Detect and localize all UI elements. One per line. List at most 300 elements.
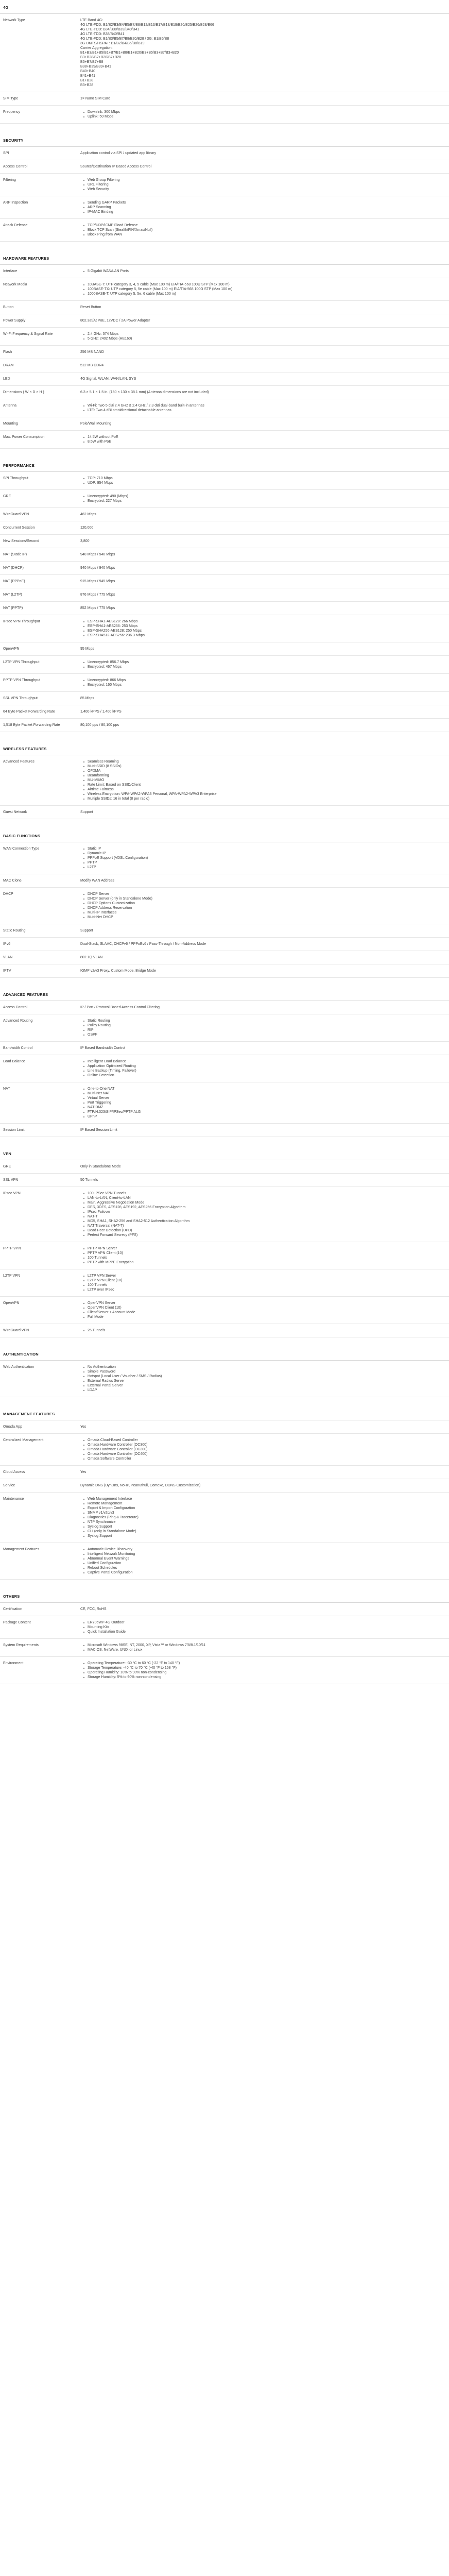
spec-value-line: 256 MB NAND xyxy=(80,350,104,354)
spec-row xyxy=(0,1242,449,1269)
spec-value xyxy=(80,955,449,960)
spec-bullet-list xyxy=(80,1087,439,1119)
spec-bullet-list xyxy=(80,1661,439,1680)
spec-bullet-list xyxy=(80,282,439,296)
section-gap xyxy=(0,1137,449,1146)
spec-value xyxy=(80,1246,449,1265)
spec-row xyxy=(0,1297,449,1324)
spec-value xyxy=(80,1087,449,1119)
spec-value xyxy=(80,1301,449,1319)
spec-row xyxy=(0,548,449,562)
spec-bullet-item: Full Mode xyxy=(85,1315,439,1319)
spec-row xyxy=(0,692,449,705)
spec-value-line: 4G LTE-FDD: B1/B3/B5/B7/B8/B20/B28 / 3G: B1/B5/B8 xyxy=(80,37,169,41)
spec-row xyxy=(0,1160,449,1174)
spec-bullet-list xyxy=(80,1246,439,1265)
spec-bullet-list xyxy=(80,892,439,920)
spec-bullet-item: Omada Hardware Controller (OC400) xyxy=(85,1452,439,1456)
spec-value xyxy=(80,1483,449,1488)
spec-bullet-item: Static IP xyxy=(85,846,439,851)
spec-bullet-item: Captive Portal Configuration xyxy=(85,1570,439,1575)
spec-value xyxy=(80,810,449,815)
spec-section xyxy=(0,0,449,124)
spec-bullet-item: 8.5W with PoE xyxy=(85,439,439,444)
spec-row xyxy=(0,472,449,490)
spec-value-line: LTE Band 4G: xyxy=(80,19,103,22)
spec-bullet-item: MD5, SHA1, SHA2-256 and SHA2-512 Authentication Algorithm xyxy=(85,1219,439,1224)
spec-label: NAT (PPPoE) xyxy=(3,580,25,583)
section-title: VPN xyxy=(0,1146,449,1160)
spec-bullet-item: IP-MAC Binding xyxy=(85,210,439,214)
spec-section xyxy=(0,1146,449,1337)
spec-bullet-item: 10BASE-T: UTP category 3, 4, 5 cable (Max 100 m) EIA/TIA-568 100Ω STP (Max 100 m) xyxy=(85,282,439,287)
section-title: 4G xyxy=(0,0,449,14)
spec-bullet-item: SNMP v1/v2c/v3 xyxy=(85,1511,439,1515)
spec-bullet-item: 100 Tunnels xyxy=(85,1256,439,1260)
spec-bullet-item: Wireless Encryption: WPA-WPA2-WPA3 Personal, WPA-WPA2-WPA3 Enterprise xyxy=(85,792,439,796)
section-title: HARDWARE FEATURES xyxy=(0,251,449,265)
spec-bullet-list xyxy=(80,435,439,444)
spec-value-line: Source/Destination IP Based Access Control xyxy=(80,165,152,168)
spec-row xyxy=(0,1493,449,1543)
spec-label: System Requirements xyxy=(3,1643,39,1647)
spec-bullet-item: Multiple SSIDs: 16 in total (8 per radio) xyxy=(85,796,439,801)
spec-bullet-item: LDAP xyxy=(85,1388,439,1393)
spec-bullet-item: Quick Installation Guide xyxy=(85,1630,439,1634)
spec-row xyxy=(0,938,449,951)
section-rows xyxy=(0,147,449,242)
spec-label: SPI Throughput xyxy=(3,477,28,480)
spec-value xyxy=(80,606,449,611)
spec-row xyxy=(0,1543,449,1580)
spec-value xyxy=(80,566,449,570)
spec-row xyxy=(0,92,449,106)
spec-value-line: 4G LTE-FDD: B1/B2/B3/B4/B5/B7/B8/B12/B13/B17/B18/B19/B20/B25/B26/B28/B66 xyxy=(80,23,214,27)
section-rows xyxy=(0,842,449,978)
spec-value xyxy=(80,282,449,296)
spec-bullet-item: Encrypted: 160 Mbps xyxy=(85,683,439,687)
spec-bullet-list xyxy=(80,1620,439,1634)
spec-value xyxy=(80,390,449,395)
spec-bullet-list xyxy=(80,1497,439,1538)
spec-label: Certification xyxy=(3,1607,22,1611)
spec-bullet-item: 100BASE-TX: UTP category 5, 5e cable (Max 100 m) EIA/TIA-568 100Ω STP (Max 100 m) xyxy=(85,287,439,292)
spec-bullet-item: Abnormal Event Warnings xyxy=(85,1556,439,1561)
spec-row xyxy=(0,1269,449,1297)
spec-value xyxy=(80,96,449,101)
spec-value-line: B5+B7/B7+B8 xyxy=(80,60,103,64)
section-rows xyxy=(0,1001,449,1137)
spec-value xyxy=(80,1059,449,1078)
spec-bullet-list xyxy=(80,1059,439,1078)
spec-value xyxy=(80,647,449,651)
spec-row xyxy=(0,615,449,642)
spec-value-line: 915 Mbps / 945 Mbps xyxy=(80,580,115,583)
spec-bullet-item: Multi-Net DHCP xyxy=(85,915,439,920)
spec-bullet-list xyxy=(80,1547,439,1575)
spec-label: Management Features xyxy=(3,1548,40,1551)
spec-bullet-item: MAC OS, NetWare, UNIX or Linux xyxy=(85,1648,439,1652)
spec-label: NAT (Static IP) xyxy=(3,553,27,556)
spec-value-line: 940 Mbps / 940 Mbps xyxy=(80,553,115,556)
spec-bullet-item: DES, 3DES, AES128, AES192, AES256 Encryption Algorithm xyxy=(85,1205,439,1210)
section-title: AUTHENTICATION xyxy=(0,1347,449,1361)
spec-section xyxy=(0,458,449,732)
spec-row xyxy=(0,719,449,732)
section-gap xyxy=(0,1337,449,1347)
spec-bullet-item: Web Security xyxy=(85,187,439,192)
spec-bullet-item: Omada Software Controller xyxy=(85,1456,439,1461)
spec-label: New Sessions/Second xyxy=(3,539,40,543)
spec-value-line: Reset Button xyxy=(80,306,101,309)
spec-bullet-item: Hotspot (Local User / Voucher / SMS / Radius) xyxy=(85,1374,439,1379)
spec-bullet-item: Omada Hardware Controller (OC200) xyxy=(85,1447,439,1452)
section-title: PERFORMANCE xyxy=(0,458,449,472)
spec-label: Maintenance xyxy=(3,1497,24,1501)
spec-bullet-item: PPPoE Support (VDSL Configuration) xyxy=(85,856,439,860)
spec-row xyxy=(0,521,449,535)
spec-value xyxy=(80,846,449,870)
spec-value-line: Support xyxy=(80,929,93,933)
spec-value xyxy=(80,1438,449,1461)
spec-label: Cloud Access xyxy=(3,1470,25,1474)
spec-row xyxy=(0,705,449,719)
spec-value-line: Modify WAN Address xyxy=(80,879,114,883)
spec-value xyxy=(80,579,449,584)
spec-value-line: 80,100 pps / 80,100 pps xyxy=(80,723,119,727)
spec-row xyxy=(0,417,449,431)
spec-bullet-list xyxy=(80,269,439,274)
spec-value-line: 95 Mbps xyxy=(80,647,94,651)
spec-label: Concurrent Session xyxy=(3,526,35,530)
spec-bullet-list xyxy=(80,178,439,192)
spec-bullet-item: Policy Routing xyxy=(85,1023,439,1028)
spec-value xyxy=(80,494,449,503)
spec-value xyxy=(80,1274,449,1292)
spec-value xyxy=(80,969,449,973)
spec-value-line: 876 Mbps / 775 Mbps xyxy=(80,593,115,597)
spec-value xyxy=(80,678,449,687)
spec-label: PPTP VPN xyxy=(3,1247,21,1250)
spec-row xyxy=(0,1187,449,1242)
spec-value xyxy=(80,377,449,381)
section-gap xyxy=(0,978,449,987)
spec-label: SIM Type xyxy=(3,97,19,100)
spec-label: Flash xyxy=(3,350,12,354)
section-gap xyxy=(0,1580,449,1589)
section-rows xyxy=(0,265,449,449)
spec-bullet-item: Operating Temperature: -30 °C to 60 °C (-22 °F to 140 °F) xyxy=(85,1661,439,1666)
spec-value-line: 85 Mbps xyxy=(80,697,94,700)
spec-bullet-item: Storage Temperature: -40 °C to 70 °C (-40 °F to 158 °F) xyxy=(85,1666,439,1670)
spec-label: ARP Inspection xyxy=(3,201,28,205)
spec-label: MAC Clone xyxy=(3,879,22,883)
spec-bullet-item: Operating Humidity: 10% to 90% non-condensing xyxy=(85,1670,439,1675)
spec-bullet-list xyxy=(80,1365,439,1393)
spec-value-line: B41+B41 xyxy=(80,74,95,78)
spec-row xyxy=(0,602,449,615)
spec-value xyxy=(80,1497,449,1538)
spec-row xyxy=(0,1434,449,1466)
spec-value xyxy=(80,363,449,368)
spec-bullet-item: UPnP xyxy=(85,1114,439,1119)
spec-value-line: Only in Standalone Mode xyxy=(80,1165,121,1168)
spec-bullet-item: LAN-to-LAN, Client-to-LAN xyxy=(85,1196,439,1200)
spec-row xyxy=(0,1479,449,1493)
spec-row xyxy=(0,642,449,656)
spec-bullet-list xyxy=(80,403,439,413)
spec-bullet-item: Unified Configuration xyxy=(85,1561,439,1566)
spec-label: DHCP xyxy=(3,892,13,896)
spec-bullet-item: External Portal Server xyxy=(85,1383,439,1388)
spec-label: Web Authentication xyxy=(3,1365,34,1369)
spec-label: Omada App xyxy=(3,1425,22,1429)
spec-bullet-item: 14.5W without PoE xyxy=(85,435,439,439)
spec-label: Network Type xyxy=(3,19,25,22)
spec-value-line: 852 Mbps / 775 Mbps xyxy=(80,606,115,610)
spec-bullet-item: Mounting Kits xyxy=(85,1625,439,1630)
spec-bullet-item: Main, Aggressive Negotiation Mode xyxy=(85,1200,439,1205)
spec-row xyxy=(0,174,449,196)
spec-row xyxy=(0,1042,449,1055)
spec-label: NAT (L2TP) xyxy=(3,593,22,597)
spec-value xyxy=(80,696,449,701)
spec-value-line: 4G LTE-TDD: B34/B38/B39/B40/B41 xyxy=(80,28,140,31)
spec-value xyxy=(80,476,449,485)
spec-value xyxy=(80,1643,449,1652)
spec-row xyxy=(0,1324,449,1337)
spec-row xyxy=(0,508,449,521)
spec-row xyxy=(0,359,449,372)
section-gap xyxy=(0,242,449,251)
spec-bullet-list xyxy=(80,1191,439,1238)
spec-bullet-list xyxy=(80,619,439,638)
spec-value-line: B3+B28 xyxy=(80,83,94,87)
spec-bullet-item: 100 IPSec VPN Tunnels xyxy=(85,1191,439,1196)
spec-bullet-item: DHCP Server xyxy=(85,892,439,896)
spec-bullet-item: Static Routing xyxy=(85,1019,439,1023)
spec-section xyxy=(0,251,449,449)
spec-row xyxy=(0,14,449,92)
spec-row xyxy=(0,301,449,314)
spec-bullet-list xyxy=(80,332,439,341)
spec-bullet-item: OFDMA xyxy=(85,769,439,773)
spec-value-line: 120,000 xyxy=(80,526,94,530)
section-title: SECURITY xyxy=(0,133,449,147)
section-rows xyxy=(0,1160,449,1337)
spec-bullet-item: Online Detection xyxy=(85,1073,439,1078)
section-gap xyxy=(0,732,449,741)
spec-value xyxy=(80,110,449,119)
spec-value xyxy=(80,1019,449,1037)
spec-value-line: 512 MB DDR4 xyxy=(80,364,104,367)
spec-value xyxy=(80,1164,449,1169)
spec-value-line: Support xyxy=(80,810,93,814)
spec-row xyxy=(0,328,449,346)
spec-label: 1,518 Byte Packet Forwarding Rate xyxy=(3,723,60,727)
spec-label: Dimensions ( W × D × H ) xyxy=(3,391,44,394)
spec-bullet-item: UDP: 954 Mbps xyxy=(85,481,439,485)
spec-bullet-item: ESP-SHA256-AES128: 250 Mbps xyxy=(85,629,439,633)
spec-label: Environment xyxy=(3,1662,24,1665)
spec-label: Advanced Features xyxy=(3,760,34,764)
spec-bullet-list xyxy=(80,1643,439,1652)
spec-row xyxy=(0,1055,449,1082)
spec-bullet-item: 5 Gigabit WAN/LAN Ports xyxy=(85,269,439,274)
spec-bullet-item: Multi-IP Interfaces xyxy=(85,910,439,915)
spec-row xyxy=(0,1124,449,1137)
spec-bullet-item: Port Triggering xyxy=(85,1100,439,1105)
spec-value xyxy=(80,178,449,192)
spec-bullet-item: NAT-DMZ xyxy=(85,1105,439,1110)
spec-label: IPTV xyxy=(3,969,11,973)
spec-bullet-item: Storage Humidity: 5% to 90% non-condensing xyxy=(85,1675,439,1680)
spec-bullet-item: Seamless Roaming xyxy=(85,759,439,764)
spec-value xyxy=(80,1128,449,1132)
spec-row xyxy=(0,346,449,359)
spec-bullet-item: DHCP Server (only in Standalone Mode) xyxy=(85,896,439,901)
spec-bullet-item: Perfect Forward Secrecy (PFS) xyxy=(85,1233,439,1238)
spec-bullet-item: Dead Peer Detection (DPD) xyxy=(85,1228,439,1233)
spec-value xyxy=(80,1547,449,1575)
spec-value-line: 6.3 × 5.1 × 1.5 in. (160 × 130 × 38.1 mm) (Antenna dimensions are not included) xyxy=(80,391,209,394)
spec-bullet-item: 5 GHz: 2402 Mbps (HE160) xyxy=(85,336,439,341)
spec-row xyxy=(0,924,449,938)
spec-label: Load Balance xyxy=(3,1060,25,1063)
spec-value xyxy=(80,403,449,413)
spec-bullet-list xyxy=(80,660,439,669)
spec-bullet-item: Export & Import Configuration xyxy=(85,1506,439,1511)
spec-value-line: 802.3at/At PoE, 12VDC / 2A Power Adapter xyxy=(80,319,150,323)
spec-label: WireGuard VPN xyxy=(3,1329,29,1332)
spec-value-line: Dynamic DNS (DynDns, No-IP, Peanuthull, Comexe, DDNS Customization) xyxy=(80,1484,201,1487)
spec-value xyxy=(80,526,449,530)
spec-label: Package Content xyxy=(3,1621,31,1624)
spec-label: Bandwidth Control xyxy=(3,1046,33,1050)
spec-value-line: 940 Mbps / 940 Mbps xyxy=(80,566,115,570)
spec-row xyxy=(0,1361,449,1397)
section-rows xyxy=(0,472,449,732)
spec-section xyxy=(0,133,449,242)
spec-bullet-item: PPTP VPN Server xyxy=(85,1246,439,1251)
spec-label: Access Control xyxy=(3,1006,28,1009)
spec-value-line: Application control via SPI / updated app library xyxy=(80,151,157,155)
spec-label: GRE xyxy=(3,1165,11,1168)
spec-label: WAN Connection Type xyxy=(3,847,40,851)
spec-label: Session Limit xyxy=(3,1128,25,1132)
spec-bullet-list xyxy=(80,759,439,801)
spec-value-line: IP Based Session Limit xyxy=(80,1128,117,1132)
spec-label: IPsec VPN xyxy=(3,1192,21,1195)
spec-bullet-item: Virtual Server xyxy=(85,1096,439,1100)
spec-label: Frequency xyxy=(3,110,21,114)
spec-bullet-item: Uplink: 50 Mbps xyxy=(85,114,439,119)
spec-bullet-list xyxy=(80,1301,439,1319)
spec-bullet-item: Application Optimized Routing xyxy=(85,1064,439,1069)
spec-label: Wi-Fi Frequency & Signal Rate xyxy=(3,332,53,336)
spec-row xyxy=(0,1174,449,1187)
spec-bullet-item: Syslog Support xyxy=(85,1524,439,1529)
spec-section xyxy=(0,741,449,819)
spec-bullet-item: Unencrypted: 856.7 Mbps xyxy=(85,660,439,665)
spec-bullet-item: Beamforming xyxy=(85,773,439,778)
spec-bullet-item: Omada Cloud-Based Controller xyxy=(85,1438,439,1443)
spec-row xyxy=(0,314,449,328)
spec-bullet-item: Microsoft Windows 98SE, NT, 2000, XP, Vista™ or Windows 7/8/8.1/10/11 xyxy=(85,1643,439,1648)
spec-bullet-list xyxy=(80,1328,439,1333)
spec-label: Max. Power Consumption xyxy=(3,435,45,439)
spec-bullet-item: L2TP xyxy=(85,865,439,870)
spec-value-line: B38+B39/B39+B41 xyxy=(80,65,111,69)
spec-bullet-item: Block TCP Scan (Stealth/FIN/Xmas/Null) xyxy=(85,228,439,232)
spec-value xyxy=(80,1661,449,1680)
spec-label: OpenVPN xyxy=(3,647,20,651)
spec-value-line: 50 Tunnels xyxy=(80,1178,98,1182)
spec-bullet-item: OpenVPN Server xyxy=(85,1301,439,1306)
spec-bullet-item: 100 Tunnels xyxy=(85,1283,439,1287)
spec-bullet-item: Encrypted: 467 Mbps xyxy=(85,665,439,669)
spec-bullet-item: Downlink: 300 Mbps xyxy=(85,110,439,114)
spec-bullet-item: Unencrypted: 490 (Mbps) xyxy=(85,494,439,499)
spec-bullet-item: L2TP VPN Client (10) xyxy=(85,1278,439,1283)
spec-bullet-item: Client/Server + Account Mode xyxy=(85,1310,439,1315)
spec-bullet-item: OpenVPN Client (10) xyxy=(85,1306,439,1310)
spec-value-line: Carrier Aggregation: xyxy=(80,46,113,50)
spec-value xyxy=(80,164,449,169)
spec-bullet-item: ESP-SHA1-AES128: 266 Mbps xyxy=(85,619,439,624)
spec-bullet-item: DHCP Address Reservation xyxy=(85,906,439,910)
spec-label: IPsec VPN Throughput xyxy=(3,620,40,623)
spec-bullet-list xyxy=(80,494,439,503)
spec-bullet-item: LTE: Two 4 dBi omnidirectional detachable antennas xyxy=(85,408,439,413)
spec-row xyxy=(0,951,449,964)
spec-bullet-item: Rate Limit: Based on SSID/Client xyxy=(85,783,439,787)
spec-bullet-item: IPsec Failover xyxy=(85,1210,439,1214)
section-rows xyxy=(0,1420,449,1580)
spec-bullet-item: NAT-T xyxy=(85,1214,439,1219)
spec-bullet-item: External Radius Server xyxy=(85,1379,439,1383)
spec-value xyxy=(80,1607,449,1612)
spec-value xyxy=(80,151,449,156)
spec-row xyxy=(0,806,449,819)
spec-value xyxy=(80,18,449,88)
spec-row xyxy=(0,1001,449,1014)
spec-bullet-item: Automatic Device Discovery xyxy=(85,1547,439,1552)
section-title: WIRELESS FEATURES xyxy=(0,741,449,755)
spec-value-line: 1,400 kPPS / 1,400 kPPS xyxy=(80,710,122,714)
spec-bullet-item: Remote Management xyxy=(85,1501,439,1506)
spec-value xyxy=(80,223,449,237)
spec-value xyxy=(80,200,449,214)
spec-label: Filtering xyxy=(3,178,16,182)
spec-section xyxy=(0,1406,449,1580)
spec-row xyxy=(0,278,449,301)
spec-section xyxy=(0,828,449,978)
spec-bullet-item: Reboot Schedules xyxy=(85,1566,439,1570)
spec-bullet-list xyxy=(80,476,439,485)
spec-value-line: Yes xyxy=(80,1470,87,1474)
spec-bullet-item: Dynamic IP xyxy=(85,851,439,856)
spec-bullet-item: TCP: 710 Mbps xyxy=(85,476,439,481)
spec-row xyxy=(0,147,449,160)
spec-label: Centralized Management xyxy=(3,1438,44,1442)
spec-label: Network Media xyxy=(3,283,27,286)
spec-bullet-item: ESP-SHA512-AES256: 236.3 Mbps xyxy=(85,633,439,638)
spec-row xyxy=(0,588,449,602)
spec-row xyxy=(0,535,449,548)
spec-value-line: CE, FCC, RoHS xyxy=(80,1607,107,1611)
spec-section xyxy=(0,1589,449,1684)
